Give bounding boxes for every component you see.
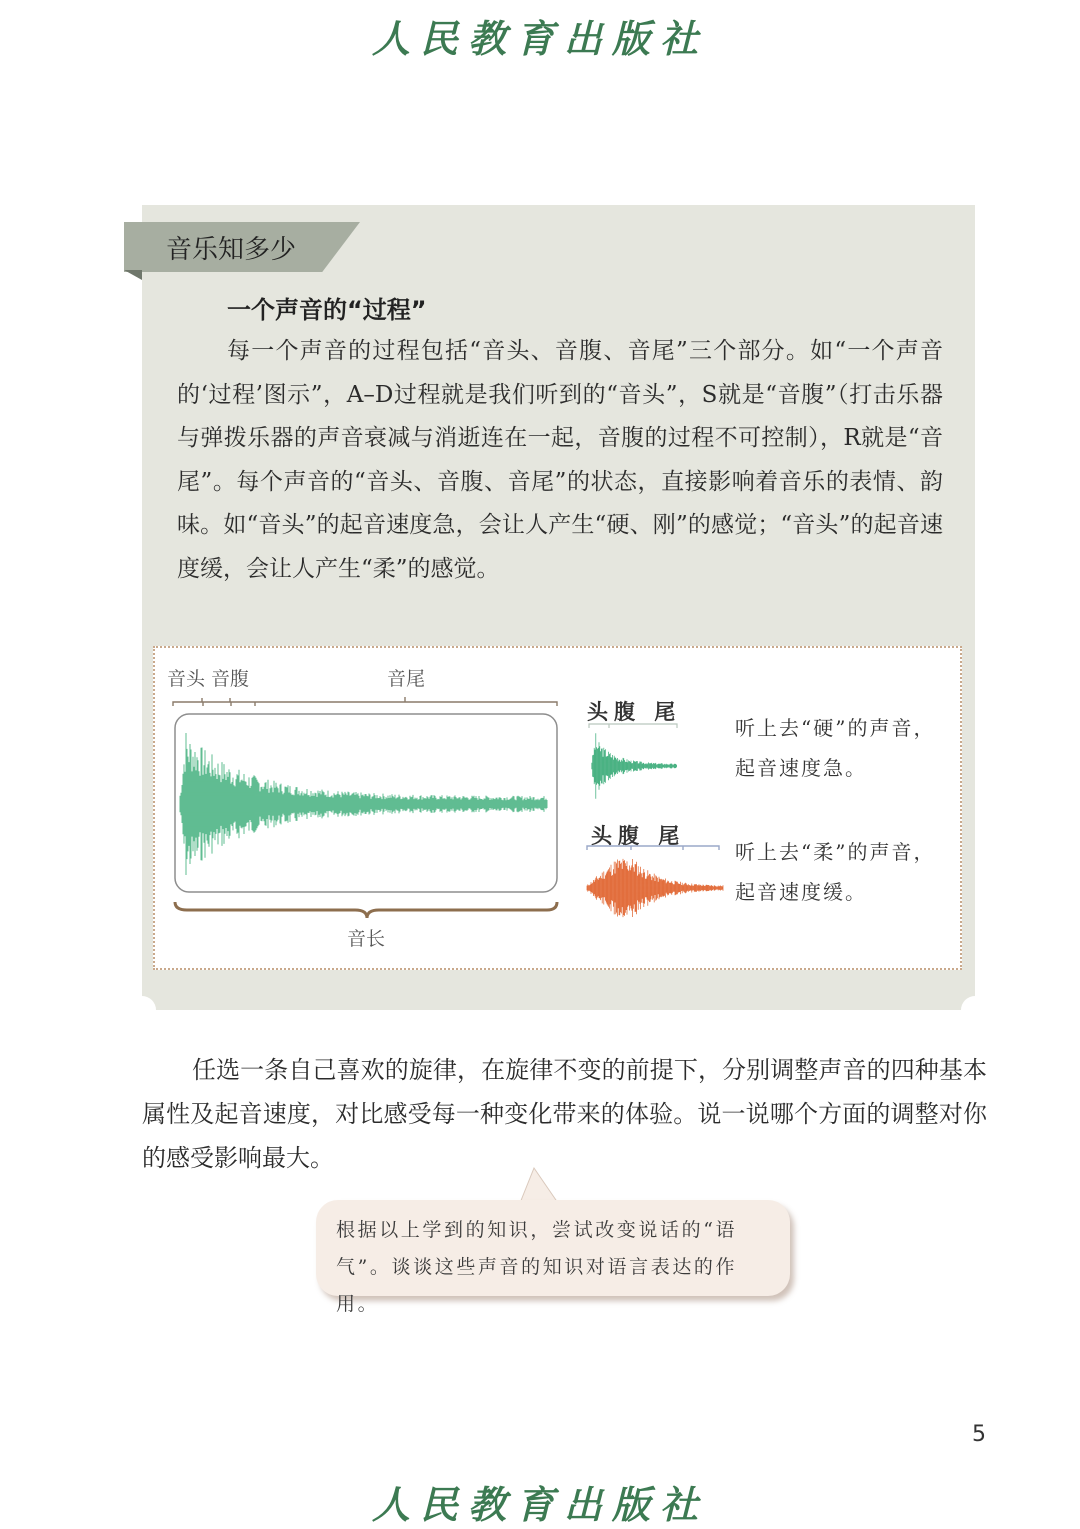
explanation-paragraph: 每一个声音的过程包括“音头、音腹、音尾”三个部分。如“一个声音的‘过程’图示”，A–D过程就是我们听到的“音头”，S就是“音腹”（打击乐器与弹拨乐器的声音衰减与消逝连在一起，音腹的过程不可控制），R就是“音尾”。每个声音的“音头、音腹、音尾”的状态，直接影响着音乐的表情、韵味。如“音头”的起音速度急，会让人产生“硬、刚”的感觉；“音头”的起音速度缓，会让人产生“柔”的感觉。 xyxy=(177,338,943,582)
publisher-logo-bottom: 人民教育出版社 xyxy=(371,1482,708,1527)
hard-waveform xyxy=(585,720,725,810)
hard-sound-line2: 起音速度急。 xyxy=(735,756,867,780)
page-number: 5 xyxy=(972,1422,986,1447)
section-title: 一个声音的“过程” xyxy=(227,296,427,324)
label-length: 音长 xyxy=(347,928,386,950)
hard-sound-description xyxy=(735,708,935,788)
label-head: 音头 xyxy=(167,668,206,690)
soft-waveform xyxy=(583,844,733,924)
activity-paragraph: 任选一条自己喜欢的旋律，在旋律不变的前提下，分别调整声音的四种基本属性及起音速度，对比感受每一种变化带来的体验。说一说哪个方面的调整对你的感受影响最大。 xyxy=(142,1056,987,1172)
soft-sound-line2: 起音速度缓。 xyxy=(735,880,867,904)
soft-sound-description xyxy=(735,832,935,912)
speech-bubble-text: 根据以上学到的知识，尝试改变说话的“语气”。谈谈这些声音的知识对语言表达的作用。 xyxy=(336,1219,738,1315)
soft-sound-labels: 头腹 尾 xyxy=(591,823,686,848)
hard-sound-labels: 头腹 尾 xyxy=(587,699,682,724)
panel-corner-cut xyxy=(128,996,156,1024)
section-tag-label: 音乐知多少 xyxy=(166,235,297,265)
soft-sound-line1: 听上去“柔”的声音， xyxy=(735,840,936,864)
label-tail: 音尾 xyxy=(387,668,426,690)
sound-process-diagram xyxy=(153,646,962,970)
publisher-logo-top: 人民教育出版社 xyxy=(371,16,708,61)
hard-sound-line1: 听上去“硬”的声音， xyxy=(735,716,936,740)
label-belly: 音腹 xyxy=(211,668,250,690)
panel-corner-cut xyxy=(961,996,989,1024)
